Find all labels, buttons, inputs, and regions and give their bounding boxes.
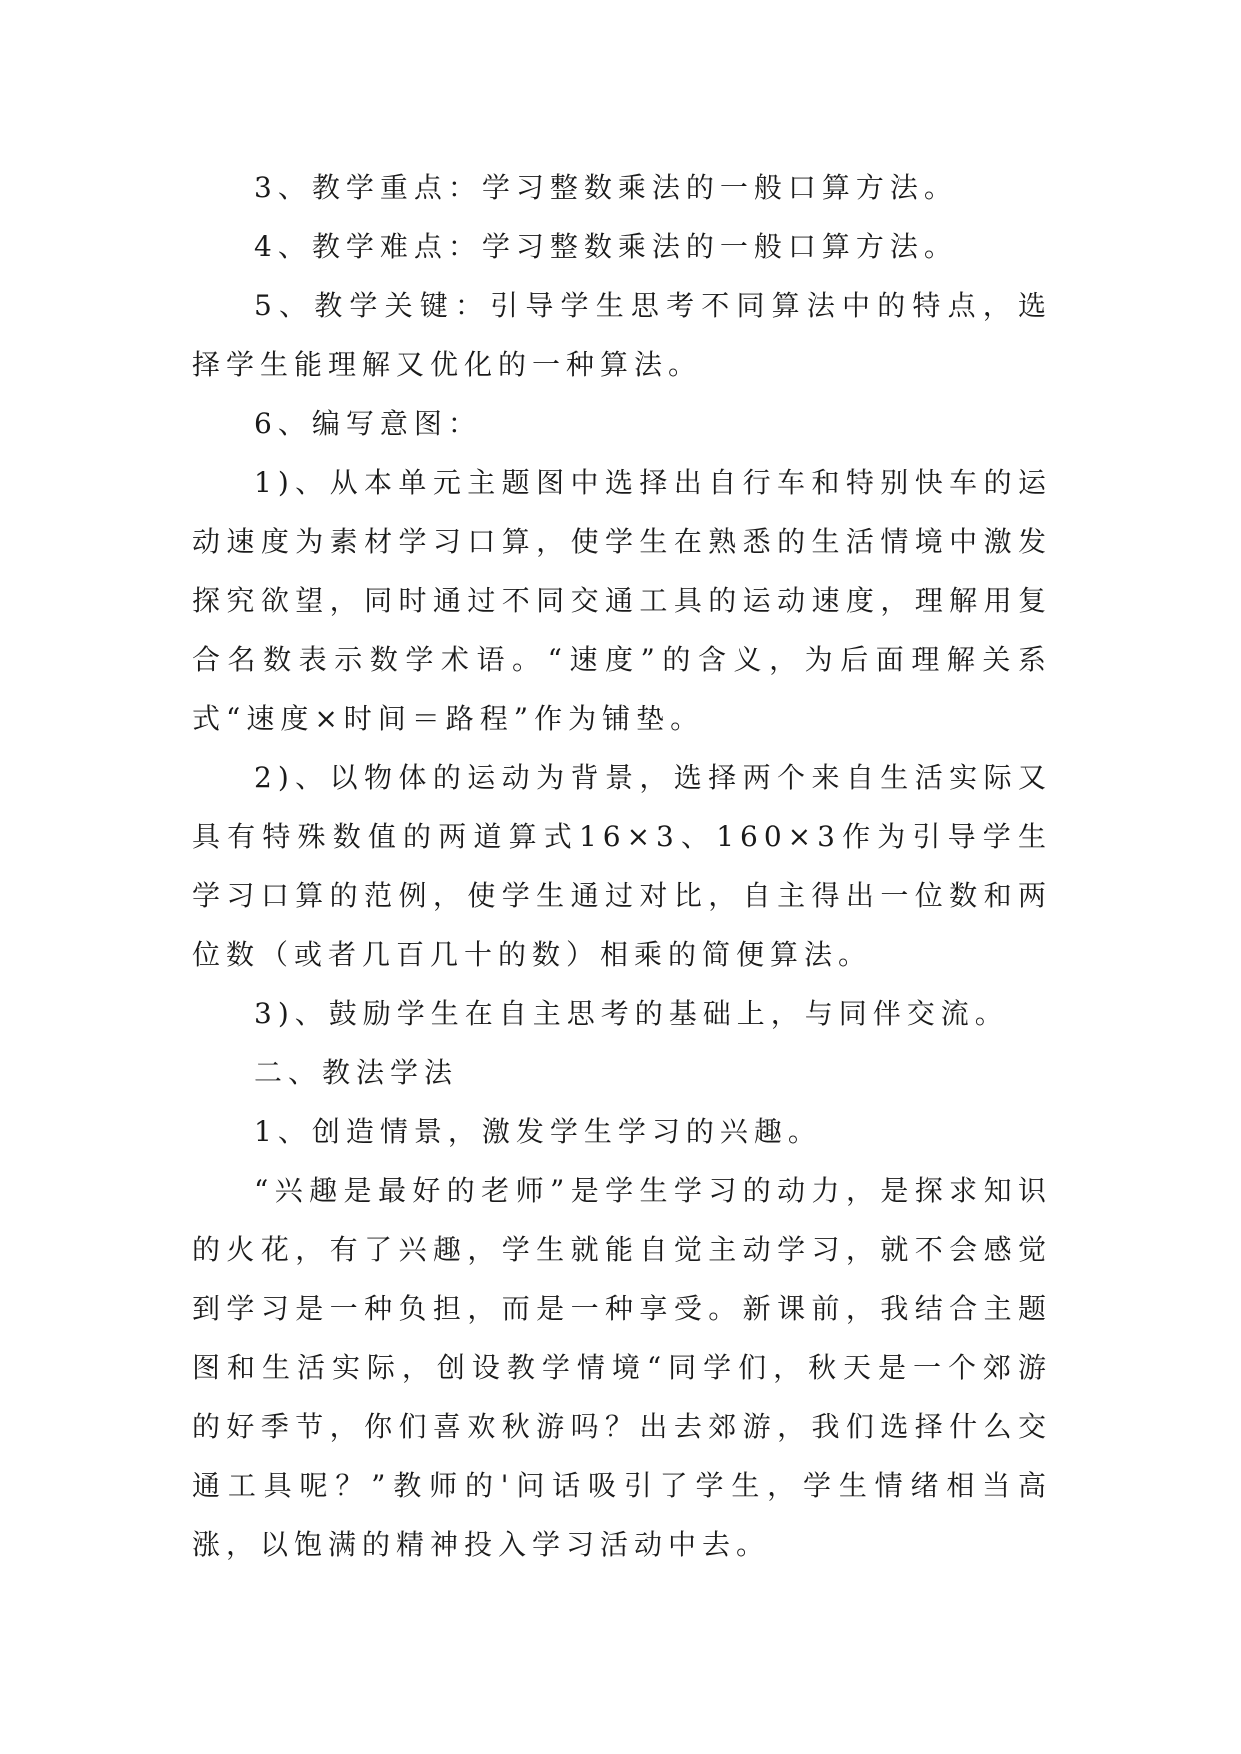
paragraph-teaching-focus: 3、教学重点：学习整数乘法的一般口算方法。 (254, 171, 958, 204)
paragraph-intent-1: 1)、从本单元主题图中选择出自行车和特别快车的运动速度为素材学习口算，使学生在熟悉的生活情境中激发探究欲望，同时通过不同交通工具的运动速度，理解用复合名数表示数学术语。“速度”的含义，为后面理解关系式“速度×时间＝路程”作为铺垫。 (192, 466, 1052, 735)
paragraph-interest: “兴趣是最好的老师”是学生学习的动力，是探求知识的火花，有了兴趣，学生就能自觉主动学习，就不会感觉到学习是一种负担，而是一种享受。新课前，我结合主题图和生活实际，创设教学情境“同学们，秋天是一个郊游的好季节，你们喜欢秋游吗？出去郊游，我们选择什么交通工具呢？”教师的'问话吸引了学生，学生情绪相当高涨，以饱满的精神投入学习活动中去。 (192, 1174, 1052, 1561)
paragraph-teaching-difficulty: 4、教学难点：学习整数乘法的一般口算方法。 (254, 230, 958, 263)
paragraph-intent-3: 3)、鼓励学生在自主思考的基础上，与同伴交流。 (254, 997, 1009, 1030)
paragraph-intent-2: 2)、以物体的运动为背景，选择两个来自生活实际又具有特殊数值的两道算式16×3、160×3作为引导学生学习口算的范例，使学生通过对比，自主得出一位数和两位数（或者几百几十的数）相乘的简便算法。 (192, 761, 1052, 971)
document-body (192, 158, 1052, 1574)
paragraph-design-intent-heading: 6、编写意图： (254, 407, 482, 440)
paragraph-teaching-key: 5、教学关键：引导学生思考不同算法中的特点，选择学生能理解又优化的一种算法。 (192, 289, 1052, 381)
paragraph-method-1: 1、创造情景，激发学生学习的兴趣。 (254, 1115, 822, 1148)
section-heading-methods: 二、教法学法 (254, 1056, 459, 1089)
